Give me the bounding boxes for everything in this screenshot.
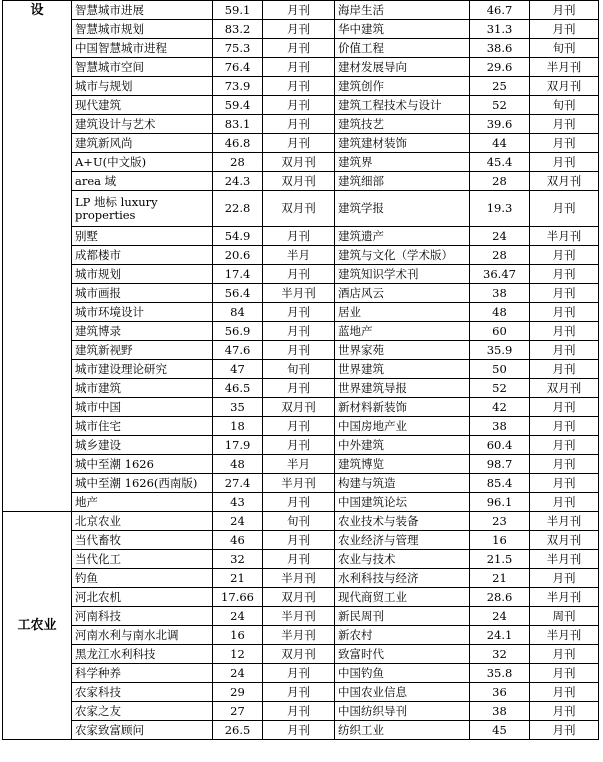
frequency-cell: 月刊 — [263, 303, 335, 322]
price-cell: 28 — [213, 153, 263, 172]
price-cell: 29.6 — [470, 58, 530, 77]
frequency-cell: 月刊 — [263, 550, 335, 569]
table-row — [3, 455, 599, 474]
frequency-cell: 半月刊 — [263, 569, 335, 588]
journal-name-cell: 城市画报 — [72, 284, 213, 303]
price-cell: 48 — [470, 303, 530, 322]
price-cell: 39.6 — [470, 115, 530, 134]
price-cell: 60.4 — [470, 436, 530, 455]
journal-name-cell: 蓝地产 — [335, 322, 470, 341]
price-cell: 36.47 — [470, 265, 530, 284]
journal-name-cell: 水利科技与经济 — [335, 569, 470, 588]
journal-name-cell: 世界建筑导报 — [335, 379, 470, 398]
journal-name-cell: 建筑遗产 — [335, 227, 470, 246]
journal-name-cell: 居业 — [335, 303, 470, 322]
table-row — [3, 436, 599, 455]
frequency-cell: 月刊 — [530, 417, 599, 436]
journal-name-cell: 科学种养 — [72, 664, 213, 683]
journal-name-cell: 城市住宅 — [72, 417, 213, 436]
journal-name-cell: 现代建筑 — [72, 96, 213, 115]
frequency-cell: 月刊 — [530, 115, 599, 134]
journal-name-cell: 建筑新视野 — [72, 341, 213, 360]
price-cell: 29 — [213, 683, 263, 702]
journal-name-cell: 建筑建材装饰 — [335, 134, 470, 153]
table-row — [3, 398, 599, 417]
frequency-cell: 月刊 — [263, 1, 335, 20]
journal-name-cell: 智慧城市进展 — [72, 1, 213, 20]
journal-name-cell: 钓鱼 — [72, 569, 213, 588]
price-cell: 17.66 — [213, 588, 263, 607]
table-row — [3, 134, 599, 153]
price-cell: 27.4 — [213, 474, 263, 493]
frequency-cell: 双月刊 — [263, 398, 335, 417]
journal-name-cell: 智慧城市空间 — [72, 58, 213, 77]
journal-name-cell: 中国智慧城市进程 — [72, 39, 213, 58]
journal-name-cell: 当代化工 — [72, 550, 213, 569]
frequency-cell: 月刊 — [530, 493, 599, 512]
frequency-cell: 月刊 — [530, 721, 599, 740]
price-cell: 16 — [470, 531, 530, 550]
frequency-cell: 月刊 — [263, 20, 335, 39]
journal-name-cell: 农业经济与管理 — [335, 531, 470, 550]
frequency-cell: 月刊 — [263, 664, 335, 683]
frequency-cell: 半月刊 — [263, 474, 335, 493]
table-row — [3, 153, 599, 172]
table-row — [3, 721, 599, 740]
price-cell: 85.4 — [470, 474, 530, 493]
price-cell: 45.4 — [470, 153, 530, 172]
frequency-cell: 半月刊 — [530, 227, 599, 246]
journal-name-cell: 城市建设理论研究 — [72, 360, 213, 379]
price-cell: 25 — [470, 77, 530, 96]
table-row — [3, 322, 599, 341]
table-row — [3, 379, 599, 398]
price-cell: 36 — [470, 683, 530, 702]
price-cell: 83.1 — [213, 115, 263, 134]
table-row — [3, 550, 599, 569]
frequency-cell: 月刊 — [263, 417, 335, 436]
journal-name-cell: 农家之友 — [72, 702, 213, 721]
price-cell: 59.4 — [213, 96, 263, 115]
price-cell: 52 — [470, 96, 530, 115]
price-cell: 22.8 — [213, 191, 263, 227]
frequency-cell: 月刊 — [263, 683, 335, 702]
price-cell: 42 — [470, 398, 530, 417]
frequency-cell: 旬刊 — [263, 360, 335, 379]
journal-price-table — [2, 0, 599, 740]
frequency-cell: 月刊 — [530, 683, 599, 702]
journal-name-cell: 中外建筑 — [335, 436, 470, 455]
frequency-cell: 半月刊 — [530, 550, 599, 569]
frequency-cell: 半月刊 — [263, 607, 335, 626]
price-cell: 73.9 — [213, 77, 263, 96]
frequency-cell: 月刊 — [530, 1, 599, 20]
price-cell: 83.2 — [213, 20, 263, 39]
table-row — [3, 303, 599, 322]
price-cell: 24.3 — [213, 172, 263, 191]
frequency-cell: 月刊 — [263, 721, 335, 740]
price-cell: 21.5 — [470, 550, 530, 569]
journal-name-cell: 世界建筑 — [335, 360, 470, 379]
price-cell: 32 — [470, 645, 530, 664]
price-cell: 84 — [213, 303, 263, 322]
price-cell: 19.3 — [470, 191, 530, 227]
table-row — [3, 265, 599, 284]
journal-name-cell: 建筑工程技术与设计 — [335, 96, 470, 115]
journal-name-cell: 城市与规划 — [72, 77, 213, 96]
frequency-cell: 月刊 — [263, 96, 335, 115]
journal-name-cell: 河南水利与南水北调 — [72, 626, 213, 645]
table-row — [3, 227, 599, 246]
journal-name-cell: 农家科技 — [72, 683, 213, 702]
frequency-cell: 月刊 — [530, 284, 599, 303]
frequency-cell: 月刊 — [263, 379, 335, 398]
journal-name-cell: 别墅 — [72, 227, 213, 246]
journal-name-cell: 城市规划 — [72, 265, 213, 284]
journal-name-cell: 建筑知识学术刊 — [335, 265, 470, 284]
table-row — [3, 607, 599, 626]
price-cell: 52 — [470, 379, 530, 398]
price-cell: 17.9 — [213, 436, 263, 455]
table-row — [3, 531, 599, 550]
category-cell: 工农业 — [3, 512, 72, 740]
frequency-cell: 双月刊 — [263, 191, 335, 227]
price-cell: 56.9 — [213, 322, 263, 341]
journal-name-cell: 建筑博览 — [335, 455, 470, 474]
journal-name-cell: 农家致富顾问 — [72, 721, 213, 740]
table-row — [3, 191, 599, 227]
journal-name-cell: 建材发展导向 — [335, 58, 470, 77]
price-cell: 50 — [470, 360, 530, 379]
journal-name-cell: 城中至潮 1626(西南版) — [72, 474, 213, 493]
table-row — [3, 683, 599, 702]
frequency-cell: 月刊 — [530, 360, 599, 379]
table-row — [3, 645, 599, 664]
journal-name-cell: 华中建筑 — [335, 20, 470, 39]
journal-name-cell: 纺织工业 — [335, 721, 470, 740]
journal-name-cell: 河南科技 — [72, 607, 213, 626]
table-row — [3, 39, 599, 58]
frequency-cell: 月刊 — [530, 341, 599, 360]
frequency-cell: 月刊 — [530, 265, 599, 284]
journal-name-cell: 中国钓鱼 — [335, 664, 470, 683]
table-row — [3, 569, 599, 588]
frequency-cell: 月刊 — [530, 398, 599, 417]
frequency-cell: 月刊 — [263, 702, 335, 721]
table-row — [3, 115, 599, 134]
journal-name-cell: 农业技术与装备 — [335, 512, 470, 531]
journal-name-cell: A+U(中文版) — [72, 153, 213, 172]
table-row — [3, 702, 599, 721]
price-cell: 24 — [213, 607, 263, 626]
frequency-cell: 月刊 — [263, 39, 335, 58]
frequency-cell: 周刊 — [530, 607, 599, 626]
price-cell: 18 — [213, 417, 263, 436]
price-cell: 75.3 — [213, 39, 263, 58]
journal-name-cell: 城中至潮 1626 — [72, 455, 213, 474]
price-cell: 46.7 — [470, 1, 530, 20]
table-row — [3, 246, 599, 265]
frequency-cell: 月刊 — [530, 474, 599, 493]
table-row — [3, 284, 599, 303]
price-cell: 60 — [470, 322, 530, 341]
table-row — [3, 474, 599, 493]
journal-name-cell: 河北农机 — [72, 588, 213, 607]
journal-name-cell: 农业与技术 — [335, 550, 470, 569]
frequency-cell: 月刊 — [530, 322, 599, 341]
journal-name-cell: 当代畜牧 — [72, 531, 213, 550]
frequency-cell: 月刊 — [263, 134, 335, 153]
frequency-cell: 月刊 — [263, 115, 335, 134]
journal-name-cell: 新农村 — [335, 626, 470, 645]
table-row — [3, 360, 599, 379]
table-row — [3, 664, 599, 683]
frequency-cell: 月刊 — [530, 303, 599, 322]
frequency-cell: 月刊 — [530, 20, 599, 39]
frequency-cell: 旬刊 — [263, 512, 335, 531]
journal-name-cell: 建筑创作 — [335, 77, 470, 96]
table-row — [3, 493, 599, 512]
price-cell: 28 — [470, 172, 530, 191]
table-row — [3, 96, 599, 115]
table-row — [3, 512, 599, 531]
price-cell: 17.4 — [213, 265, 263, 284]
journal-name-cell: 建筑学报 — [335, 191, 470, 227]
price-cell: 46.5 — [213, 379, 263, 398]
journal-name-cell: 中国纺织导刊 — [335, 702, 470, 721]
frequency-cell: 月刊 — [530, 134, 599, 153]
price-cell: 32 — [213, 550, 263, 569]
frequency-cell: 双月刊 — [530, 531, 599, 550]
journal-name-cell: 城乡建设 — [72, 436, 213, 455]
price-cell: 28 — [470, 246, 530, 265]
price-cell: 21 — [213, 569, 263, 588]
frequency-cell: 半月刊 — [263, 284, 335, 303]
journal-name-cell: 建筑新风尚 — [72, 134, 213, 153]
frequency-cell: 月刊 — [263, 341, 335, 360]
journal-name-cell: 致富时代 — [335, 645, 470, 664]
journal-name-cell: 地产 — [72, 493, 213, 512]
price-cell: 24 — [213, 512, 263, 531]
frequency-cell: 双月刊 — [263, 153, 335, 172]
frequency-cell: 月刊 — [530, 455, 599, 474]
price-cell: 21 — [470, 569, 530, 588]
price-cell: 28.6 — [470, 588, 530, 607]
price-cell: 38 — [470, 417, 530, 436]
frequency-cell: 双月刊 — [530, 77, 599, 96]
frequency-cell: 双月刊 — [530, 172, 599, 191]
journal-name-cell: 中国房地产业 — [335, 417, 470, 436]
frequency-cell: 半月 — [263, 246, 335, 265]
table-row — [3, 172, 599, 191]
price-cell: 38 — [470, 702, 530, 721]
journal-name-cell: 建筑与文化（学术版） — [335, 246, 470, 265]
frequency-cell: 半月刊 — [530, 626, 599, 645]
journal-name-cell: 建筑细部 — [335, 172, 470, 191]
price-cell: 35.8 — [470, 664, 530, 683]
price-cell: 59.1 — [213, 1, 263, 20]
frequency-cell: 月刊 — [263, 77, 335, 96]
table-row — [3, 20, 599, 39]
journal-name-cell: 构建与筑造 — [335, 474, 470, 493]
journal-name-cell: 中国农业信息 — [335, 683, 470, 702]
table-row — [3, 341, 599, 360]
journal-name-cell: 现代商贸工业 — [335, 588, 470, 607]
journal-name-cell: 新材料新装饰 — [335, 398, 470, 417]
frequency-cell: 半月刊 — [530, 588, 599, 607]
frequency-cell: 月刊 — [263, 436, 335, 455]
frequency-cell: 双月刊 — [263, 172, 335, 191]
table-row — [3, 626, 599, 645]
journal-name-cell: 新民周刊 — [335, 607, 470, 626]
journal-name-cell: 建筑设计与艺术 — [72, 115, 213, 134]
journal-name-cell: 建筑博录 — [72, 322, 213, 341]
journal-name-cell: 海岸生活 — [335, 1, 470, 20]
frequency-cell: 月刊 — [530, 436, 599, 455]
journal-name-cell: 中国建筑论坛 — [335, 493, 470, 512]
price-cell: 45 — [470, 721, 530, 740]
journal-name-cell: area 域 — [72, 172, 213, 191]
frequency-cell: 月刊 — [530, 569, 599, 588]
price-cell: 98.7 — [470, 455, 530, 474]
table-row — [3, 77, 599, 96]
price-cell: 26.5 — [213, 721, 263, 740]
journal-name-cell: 世界家苑 — [335, 341, 470, 360]
frequency-cell: 月刊 — [530, 153, 599, 172]
price-cell: 23 — [470, 512, 530, 531]
journal-name-cell: 城市环境设计 — [72, 303, 213, 322]
journal-name-cell: 建筑界 — [335, 153, 470, 172]
frequency-cell: 月刊 — [530, 664, 599, 683]
journal-name-cell: LP 地标 luxury properties — [72, 191, 213, 227]
frequency-cell: 半月刊 — [530, 58, 599, 77]
price-cell: 20.6 — [213, 246, 263, 265]
price-cell: 24 — [470, 227, 530, 246]
journal-name-cell: 智慧城市规划 — [72, 20, 213, 39]
frequency-cell: 月刊 — [263, 227, 335, 246]
frequency-cell: 双月刊 — [263, 645, 335, 664]
price-cell: 48 — [213, 455, 263, 474]
price-cell: 47.6 — [213, 341, 263, 360]
journal-name-cell: 城市建筑 — [72, 379, 213, 398]
frequency-cell: 月刊 — [530, 645, 599, 664]
journal-name-cell: 成都楼市 — [72, 246, 213, 265]
price-cell: 43 — [213, 493, 263, 512]
journal-name-cell: 黑龙江水利科技 — [72, 645, 213, 664]
price-cell: 46.8 — [213, 134, 263, 153]
journal-name-cell: 价值工程 — [335, 39, 470, 58]
frequency-cell: 双月刊 — [530, 379, 599, 398]
table-row — [3, 417, 599, 436]
price-cell: 46 — [213, 531, 263, 550]
frequency-cell: 月刊 — [530, 246, 599, 265]
price-cell: 96.1 — [470, 493, 530, 512]
price-cell: 31.3 — [470, 20, 530, 39]
price-cell: 16 — [213, 626, 263, 645]
price-cell: 47 — [213, 360, 263, 379]
frequency-cell: 月刊 — [263, 493, 335, 512]
frequency-cell: 旬刊 — [530, 96, 599, 115]
table-row — [3, 58, 599, 77]
frequency-cell: 半月刊 — [263, 626, 335, 645]
frequency-cell: 月刊 — [263, 322, 335, 341]
frequency-cell: 双月刊 — [263, 588, 335, 607]
price-cell: 56.4 — [213, 284, 263, 303]
frequency-cell: 半月刊 — [530, 512, 599, 531]
table-row — [3, 588, 599, 607]
price-cell: 76.4 — [213, 58, 263, 77]
price-cell: 35.9 — [470, 341, 530, 360]
price-cell: 38.6 — [470, 39, 530, 58]
frequency-cell: 月刊 — [263, 531, 335, 550]
price-cell: 24 — [470, 607, 530, 626]
category-cell: 设 — [3, 1, 72, 512]
price-cell: 35 — [213, 398, 263, 417]
frequency-cell: 旬刊 — [530, 39, 599, 58]
price-cell: 54.9 — [213, 227, 263, 246]
frequency-cell: 月刊 — [530, 702, 599, 721]
table-row — [3, 1, 599, 20]
price-cell: 44 — [470, 134, 530, 153]
price-cell: 24.1 — [470, 626, 530, 645]
price-cell: 38 — [470, 284, 530, 303]
journal-name-cell: 建筑技艺 — [335, 115, 470, 134]
price-cell: 27 — [213, 702, 263, 721]
frequency-cell: 月刊 — [263, 265, 335, 284]
table-body — [3, 1, 599, 740]
price-cell: 24 — [213, 664, 263, 683]
frequency-cell: 月刊 — [263, 58, 335, 77]
frequency-cell: 半月 — [263, 455, 335, 474]
price-cell: 12 — [213, 645, 263, 664]
journal-name-cell: 北京农业 — [72, 512, 213, 531]
journal-name-cell: 酒店风云 — [335, 284, 470, 303]
journal-name-cell: 城市中国 — [72, 398, 213, 417]
frequency-cell: 月刊 — [530, 191, 599, 227]
